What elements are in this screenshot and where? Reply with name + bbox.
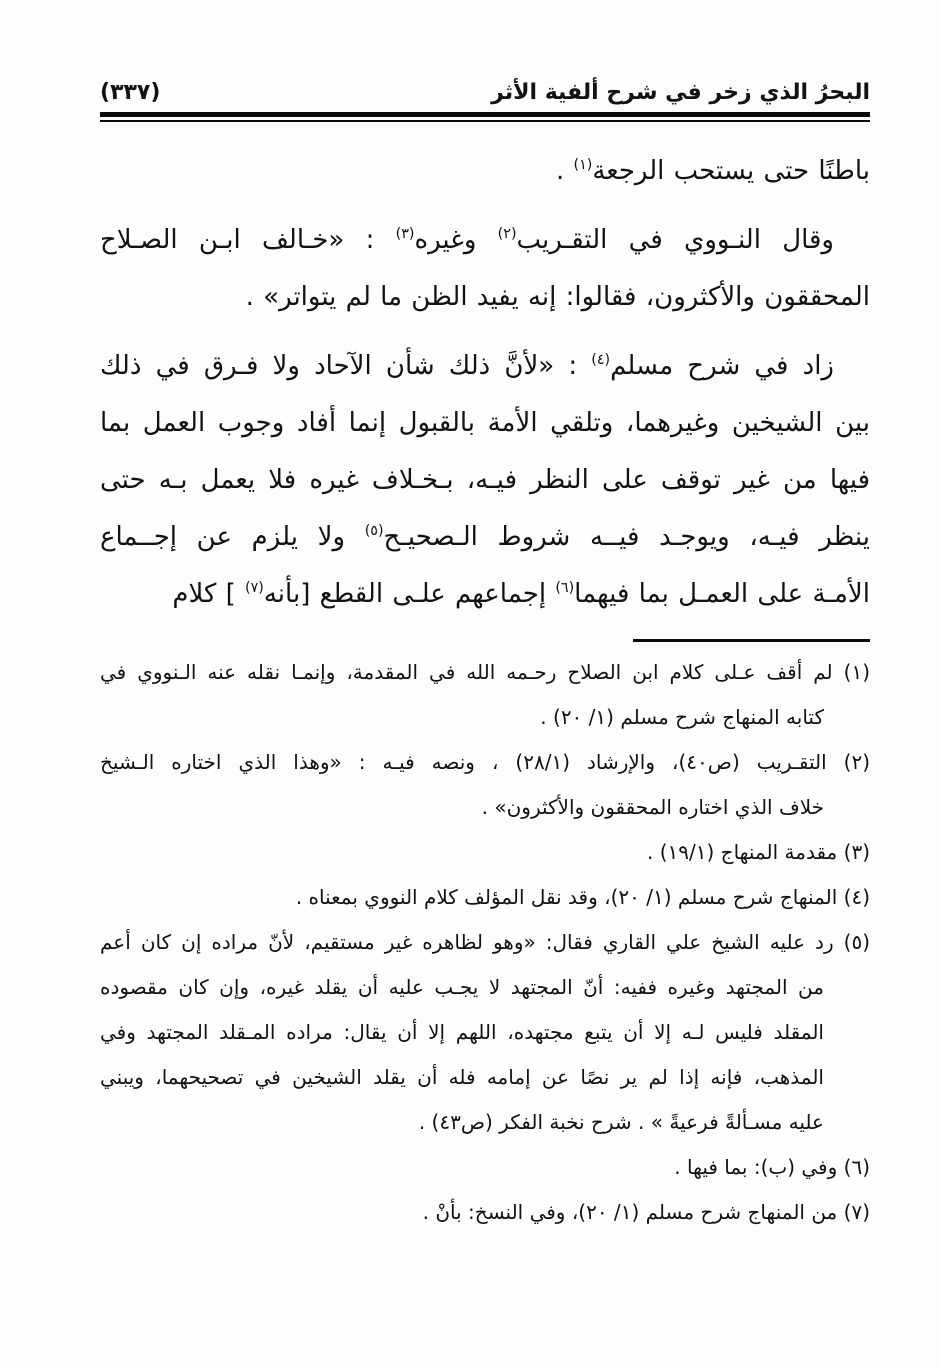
footnote (100, 740, 870, 830)
footnote (100, 875, 870, 920)
body-line: وقال النـووي في التقـريب$^{(٢)}$ وغيره$^{(٣)}$ : «خـالف ابـن الصـلاح (100, 225, 834, 255)
footnote (100, 650, 870, 740)
footnote-line: (٥) رد عليه الشيخ علي القاري فقال: «وهو لظاهره غير مستقيم، لأنّ مراده إن كان أعم (100, 930, 870, 954)
page-header (100, 80, 870, 105)
paragraph (100, 338, 870, 623)
footnote-marker: (٦) (555, 580, 575, 596)
footnote-marker: (٥) (364, 523, 384, 539)
footnote (100, 830, 870, 875)
body-line: المحققون والأكثرون، فقالوا: إنه يفيد الظن ما لم يتواتر» . (245, 282, 870, 312)
body-text (100, 143, 870, 623)
footnote-line: عليه مسـألةً فرعيةً » . شرح نخبة الفكر (ص٤٣) . (418, 1110, 824, 1134)
footnote-line: (٦) وفي (ب): بما فيها . (674, 1155, 870, 1179)
footnote-separator (633, 639, 870, 642)
footnote-line: (٣) مقدمة المنهاج (١٩/١) . (647, 840, 870, 864)
body-line: فيها من غير توقف على النظر فيـه، بـخـلاف غيره فلا يعمل بـه حتى (100, 465, 870, 495)
footnote-marker: (٧) (245, 580, 264, 596)
footnote-line: (٢) التقـريب (ص٤٠)، والإرشاد (٢٨/١) ، ونصه فيـه : «وهذا الذي اختاره الـشيخ (100, 750, 871, 774)
footnote (100, 1190, 870, 1235)
body-line: زاد في شرح مسلم$^{(٤)}$ : «لأنَّ ذلك شأن الآحاد ولا فـرق في ذلك (100, 351, 834, 381)
footnote-line: (٧) من المنهاج شرح مسلم (١/ ٢٠)، وفي النسخ: بأنْ . (422, 1200, 870, 1224)
footnote-marker: (١) (573, 157, 593, 173)
body-line: الأمـة على العمـل بما فيهما$^{(٦)}$ إجماعهم علـى القطع [بأنه$^{(٧)}$ ] كلام (172, 579, 870, 609)
paragraph (100, 212, 870, 326)
footnote-line: المذهب، فإنه إذا لم ير نصًا عن إمامه فله أن يقلد الشيخين في تصحيحهما، ويبني (100, 1065, 824, 1089)
footnote-line: خلاف الذي اختاره المحققون والأكثرون» . (481, 795, 824, 819)
footnote-line: المقلد فليس لـه إلا أن يتبع مجتهده، اللهم إلا أن يقال: مراده المـقلد المجتهد وفي (100, 1020, 824, 1044)
running-title: البحرُ الذي زخر في شرح ألفية الأثر (491, 80, 870, 105)
footnote-line: كتابه المنهاج شرح مسلم (١/ ٢٠) . (540, 705, 824, 729)
footnote-line: من المجتهد وغيره ففيه: أنّ المجتهد لا يجـب عليه أن يقلد غيره، وإن كان مقصوده (100, 975, 824, 999)
page-number: (٣٣٧) (100, 80, 161, 105)
footnote (100, 1145, 870, 1190)
footnote-marker: (٢) (497, 226, 517, 242)
footnote-marker: (٣) (395, 226, 415, 242)
body-line: باطنًا حتى يستحب الرجعة$^{(١)}$ . (555, 156, 870, 186)
body-line: ينظر فيـه، ويوجـد فيــه شروط الـصحيـح$^{(٥)}$ ولا يلزم عن إجــماع (100, 522, 870, 552)
paragraph (100, 143, 870, 200)
footnotes-section (100, 650, 870, 1235)
header-rule (100, 112, 870, 122)
footnote (100, 920, 870, 1145)
footnote-line: (١) لم أقف عـلى كلام ابن الصلاح رحـمه الله في المقدمة، وإنمـا نقله عنه الـنووي في (100, 660, 870, 684)
footnote-marker: (٤) (591, 352, 611, 368)
body-line: بين الشيخين وغيرهما، وتلقي الأمة بالقبول إنما أفاد وجوب العمل بما (100, 408, 870, 438)
footnote-line: (٤) المنهاج شرح مسلم (١/ ٢٠)، وقد نقل المؤلف كلام النووي بمعناه . (295, 885, 870, 909)
